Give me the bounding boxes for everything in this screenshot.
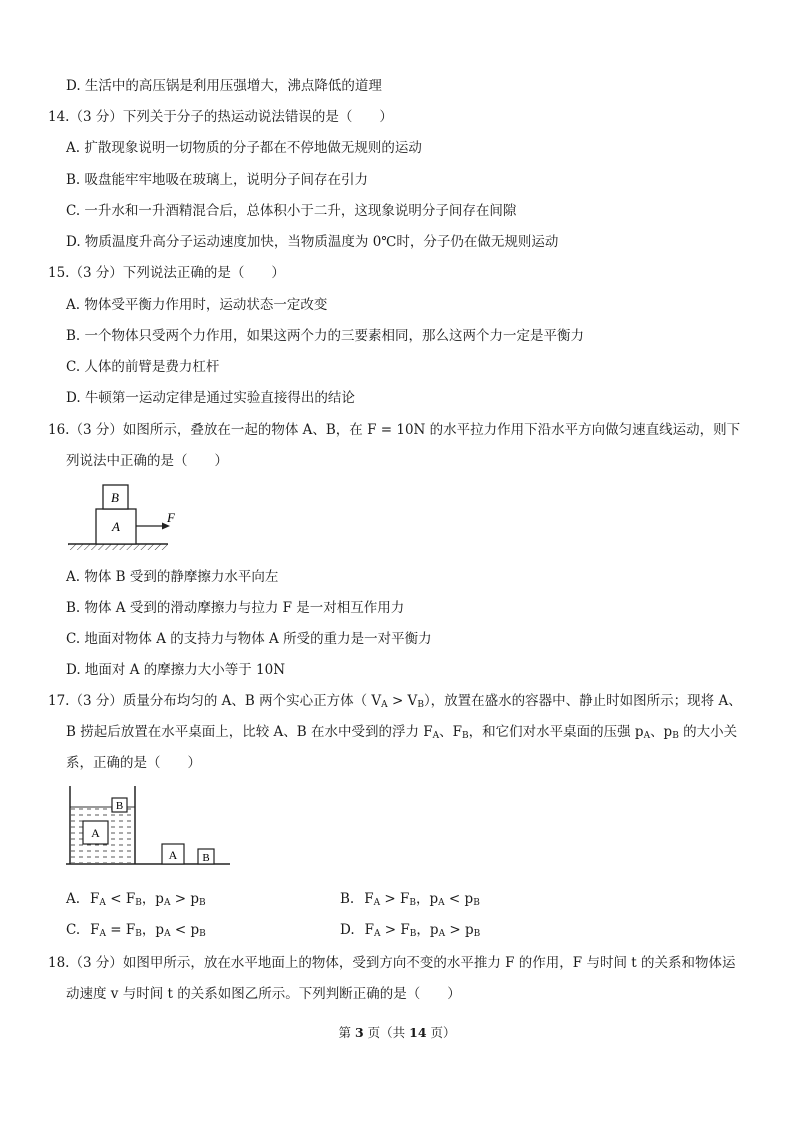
q17-sub: A	[643, 731, 651, 741]
q17-sub: B	[462, 731, 469, 741]
block-b-table-label: B	[202, 852, 210, 864]
footer-page-number: 3	[354, 1025, 364, 1040]
option-subscript: A	[438, 929, 446, 939]
text-line-q14c: C. 一升水和一升酒精混合后，总体积小于二升，这现象说明分子间存在间隙	[66, 203, 517, 219]
option-text: D.	[340, 922, 355, 938]
text-line-q15a: A. 物体受平衡力作用时，运动状态一定改变	[66, 297, 328, 313]
option-text: > p	[445, 922, 474, 938]
footer-text: 第	[338, 1025, 355, 1040]
q17-option-d	[340, 922, 480, 942]
q17-text: 的大小关	[678, 724, 738, 740]
text-line-q15b: B. 一个物体只受两个力作用，如果这两个力的三要素相同，那么这两个力一定是平衡力	[66, 328, 585, 344]
q17-sub: A	[381, 700, 388, 710]
q17-text: 、p	[650, 724, 673, 740]
option-subscript: A	[374, 929, 381, 939]
text-line-q14b: B. 吸盘能牢牢地吸在玻璃上，说明分子间存在引力	[66, 172, 369, 188]
option-subscript: A	[99, 898, 106, 908]
text-line-q16a: A. 物体 B 受到的静摩擦力水平向左	[66, 569, 279, 585]
option-text: B.	[340, 891, 355, 907]
option-subscript: B	[473, 929, 481, 939]
option-subscript: B	[409, 929, 417, 939]
option-subscript: B	[409, 898, 416, 908]
block-a-table-label: A	[168, 848, 178, 862]
option-text: F	[364, 922, 375, 938]
option-subscript: B	[135, 898, 142, 908]
text-line-q15c: C. 人体的前臂是费力杠杆	[66, 359, 220, 375]
q17-option-c	[66, 922, 206, 942]
force-label: F	[167, 510, 175, 525]
q17-text: ，和它们对水平桌面的压强 p	[468, 724, 644, 740]
option-text: ，p	[416, 922, 439, 938]
q17-text: B 捞起后放置在水平桌面上，比较 A、B 在水中受到的浮力 F	[66, 724, 433, 740]
block-a-label: A	[112, 519, 120, 534]
question-18-line-2: 动速度 v 与时间 t 的关系如图乙所示。下列判断正确的是（ ）	[66, 986, 461, 1002]
option-text: < F	[105, 891, 136, 907]
option-subscript: B	[199, 929, 206, 939]
text-line-q15d: D. 牛顿第一运动定律是通过实验直接得出的结论	[66, 390, 355, 406]
option-text: A.	[66, 891, 81, 907]
option-subscript: A	[163, 898, 171, 908]
option-text: = F	[106, 922, 136, 938]
text-line-q16c: 列说法中正确的是（ ）	[66, 453, 228, 469]
q17-option-b	[340, 891, 480, 911]
option-text: F	[90, 922, 100, 938]
text-line-q13d: D. 生活中的高压锅是利用压强增大，沸点降低的道理	[66, 78, 382, 94]
q17-sub: B	[417, 700, 424, 710]
option-text: ，p	[141, 922, 165, 938]
text-line-q16b: B. 物体 A 受到的滑动摩擦力与拉力 F 是一对相互作用力	[66, 600, 405, 616]
q17-text: 、F	[439, 724, 462, 740]
ground-hatch	[68, 544, 168, 550]
option-text: < p	[444, 891, 474, 907]
option-subscript: B	[199, 898, 206, 908]
option-subscript: B	[473, 898, 480, 908]
option-subscript: A	[99, 929, 107, 939]
footer-text: 页）	[426, 1025, 456, 1040]
question-18-line-1: 18.（3 分）如图甲所示，放在水平地面上的物体，受到方向不变的水平推力 F 的作用，F 与时间 t 的关系和物体运	[48, 955, 736, 971]
block-b-label: B	[111, 490, 119, 505]
figure-16-stacked-blocks	[64, 478, 184, 554]
text-line-q15: 15.（3 分）下列说法正确的是（ ）	[48, 265, 285, 281]
text-line-q16: 16.（3 分）如图所示，叠放在一起的物体 A、B，在 F = 10N 的水平拉力作用下沿水平方向做匀速直线运动，则下	[48, 422, 741, 438]
option-text: ，p	[141, 891, 164, 907]
option-text: < p	[170, 922, 200, 938]
option-text: ，p	[415, 891, 439, 907]
figure-17-water-container	[62, 782, 237, 872]
q17-text: ），放置在盛水的容器中、静止时如图所示；现将 A、	[423, 693, 742, 709]
q17-sub: B	[672, 731, 679, 741]
question-17-line-2	[66, 724, 737, 744]
block-a-water-label: A	[91, 826, 100, 840]
text-line-q14a: A. 扩散现象说明一切物质的分子都在不停地做无规则的运动	[66, 140, 422, 156]
footer-text: 页（共	[363, 1025, 410, 1040]
text-line-q16d: D. 地面对 A 的摩擦力大小等于 10N	[66, 662, 286, 678]
option-text: > F	[380, 891, 410, 907]
option-text: F	[90, 891, 100, 907]
option-text: F	[364, 891, 374, 907]
question-17-line-3: 系，正确的是（ ）	[66, 755, 201, 771]
option-subscript: A	[164, 929, 171, 939]
option-text: > F	[380, 922, 410, 938]
block-b-water-label: B	[115, 800, 124, 812]
q17-sub: A	[432, 731, 440, 741]
option-subscript: A	[373, 898, 381, 908]
option-text: C.	[66, 922, 81, 938]
question-17-line-1	[48, 693, 742, 713]
footer-total-pages: 14	[409, 1025, 427, 1040]
q17-text: 17.（3 分）质量分布均匀的 A、B 两个实心正方体（ V	[48, 693, 382, 709]
page-footer	[0, 1023, 794, 1041]
option-subscript: A	[438, 898, 445, 908]
q17-text: > V	[387, 693, 418, 709]
q17-option-a	[66, 891, 206, 911]
text-line-q16cc: C. 地面对物体 A 的支持力与物体 A 所受的重力是一对平衡力	[66, 631, 432, 647]
text-line-q14d: D. 物质温度升高分子运动速度加快，当物质温度为 0℃时，分子仍在做无规则运动	[66, 234, 559, 250]
option-subscript: B	[135, 929, 142, 939]
text-line-q14: 14.（3 分）下列关于分子的热运动说法错误的是（ ）	[48, 109, 393, 125]
option-text: > p	[170, 891, 200, 907]
